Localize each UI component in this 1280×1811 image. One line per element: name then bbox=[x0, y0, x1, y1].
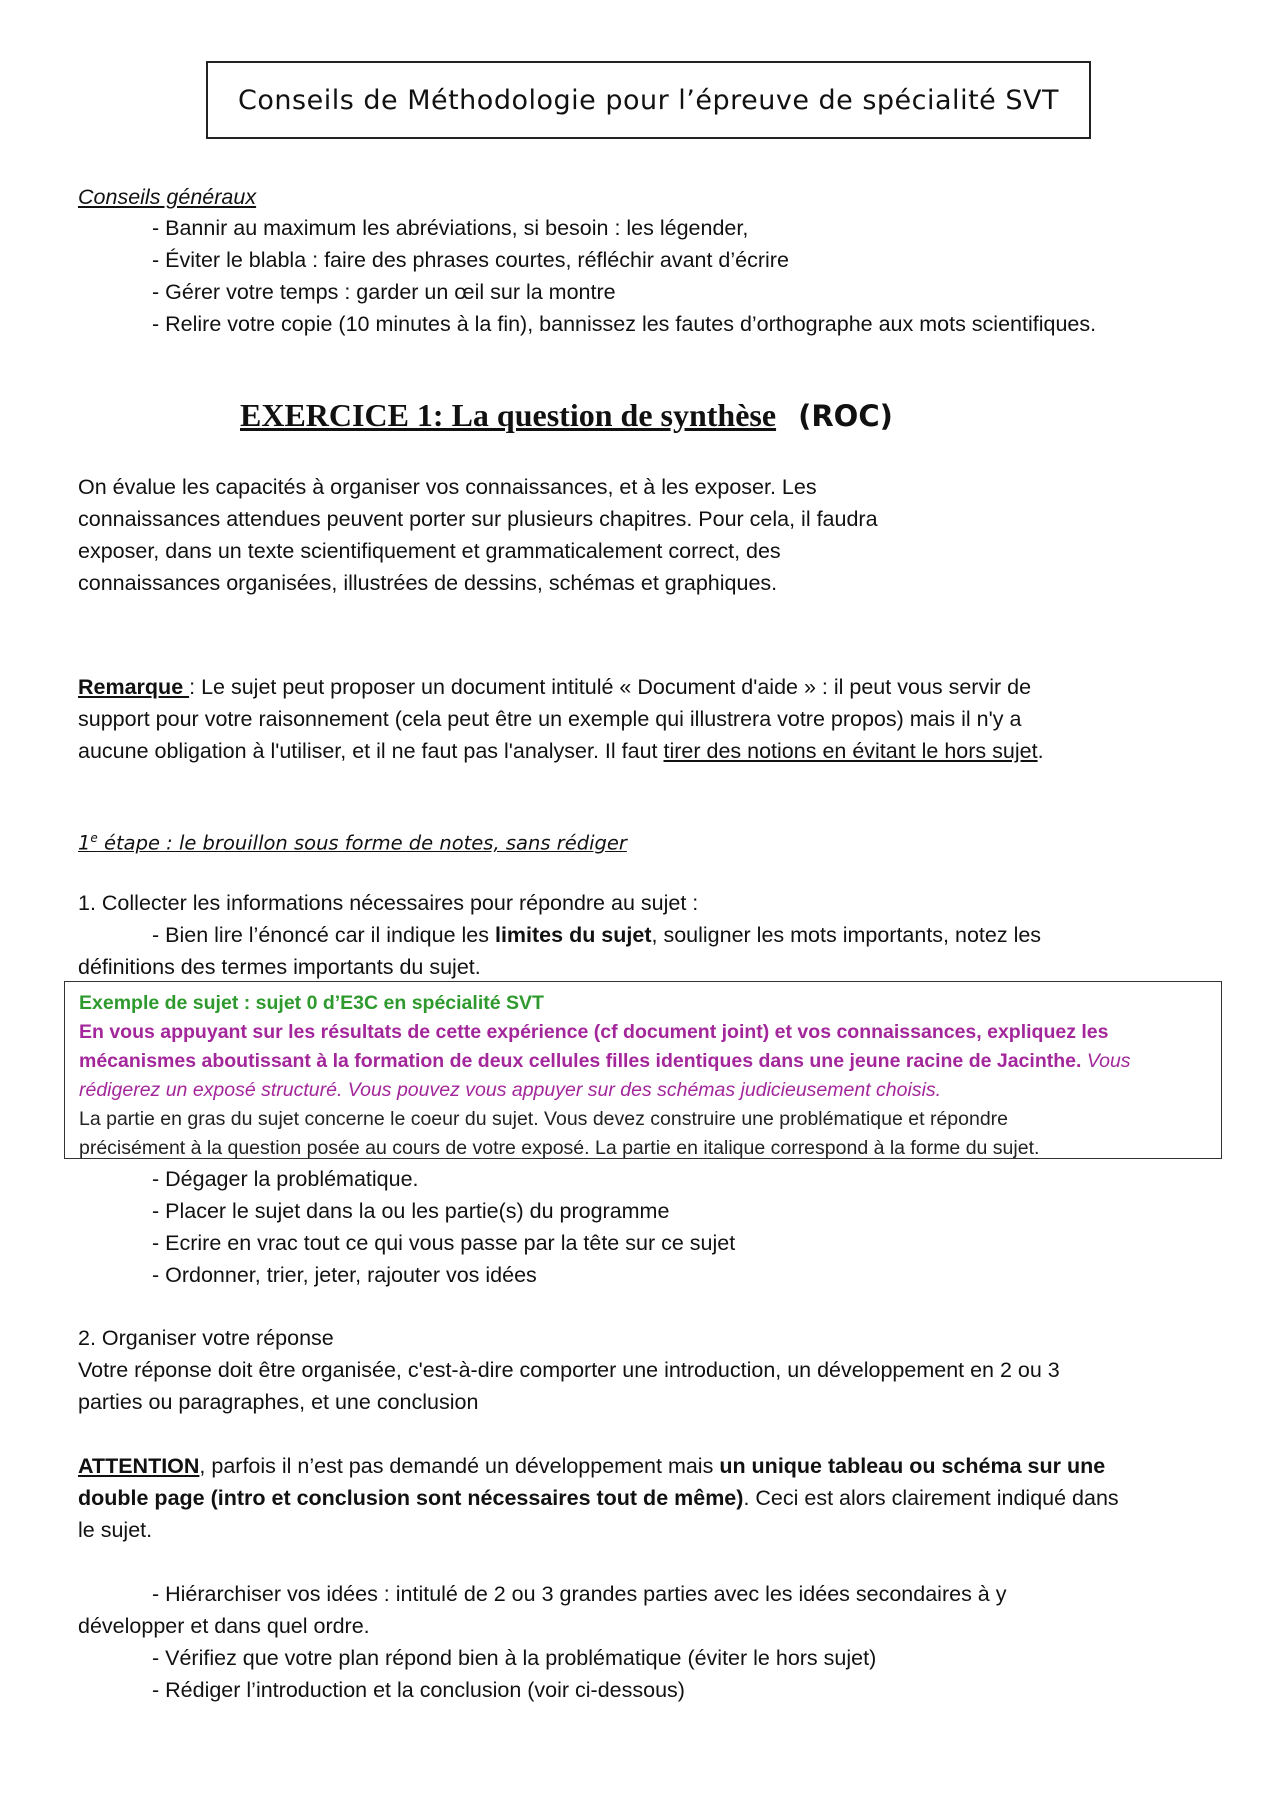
remark-underlined: tirer des notions en évitant le hors sujet bbox=[663, 739, 1038, 763]
attention-bold: un unique tableau ou schéma sur une bbox=[719, 1454, 1106, 1478]
step1-item-cont: définitions des termes importants du sujet. bbox=[78, 955, 481, 979]
attention-line: le sujet. bbox=[78, 1518, 153, 1542]
page-title: Conseils de Méthodologie pour l’épreuve de spécialité SVT bbox=[238, 84, 1059, 116]
step1-item-text: - Bien lire l’énoncé car il indique les bbox=[152, 923, 495, 947]
remark-text: : Le sujet peut proposer un document intitulé « Document d'aide » : il peut vous servir de bbox=[189, 675, 1032, 699]
step2-item-cont: développer et dans quel ordre. bbox=[78, 1614, 370, 1638]
step1-heading: 1. Collecter les informations nécessaires pour répondre au sujet : bbox=[78, 891, 699, 915]
example-italic-text: Vous bbox=[1081, 1050, 1131, 1072]
attention-text: , parfois il n’est pas demandé un développement mais bbox=[199, 1454, 720, 1478]
example-subject-box bbox=[64, 981, 1222, 1159]
step-number: 1 bbox=[78, 831, 91, 855]
title-box bbox=[206, 61, 1091, 139]
intro-line: exposer, dans un texte scientifiquement et grammaticalement correct, des bbox=[78, 539, 781, 563]
intro-line: On évalue les capacités à organiser vos connaissances, et à les exposer. Les bbox=[78, 475, 817, 499]
general-item: - Bannir au maximum les abréviations, si besoin : les légender, bbox=[152, 216, 749, 240]
step1-item-text: , souligner les mots importants, notez les bbox=[651, 923, 1042, 947]
step2-heading: 2. Organiser votre réponse bbox=[78, 1326, 334, 1350]
step1-item: - Ecrire en vrac tout ce qui vous passe par la tête sur ce sujet bbox=[152, 1231, 736, 1255]
step1-item: - Ordonner, trier, jeter, rajouter vos idées bbox=[152, 1263, 537, 1287]
intro-line: connaissances organisées, illustrées de dessins, schémas et graphiques. bbox=[78, 571, 778, 595]
example-heading: Exemple de sujet : sujet 0 d’E3C en spécialité SVT bbox=[79, 992, 544, 1014]
remark-line bbox=[78, 671, 1031, 703]
step2-text: Votre réponse doit être organisée, c'est-à-dire comporter une introduction, un développement en 2 ou 3 bbox=[78, 1358, 1060, 1382]
step1-item bbox=[152, 919, 1041, 951]
remark-line: support pour votre raisonnement (cela peut être un exemple qui illustrera votre propos) mais il n'y a bbox=[78, 707, 1022, 731]
general-heading: Conseils généraux bbox=[78, 185, 257, 209]
attention-text: . Ceci est alors clairement indiqué dans bbox=[743, 1486, 1119, 1510]
example-note-line: précisément à la question posée au cours de votre exposé. La partie en italique correspond à la forme du sujet. bbox=[79, 1137, 1040, 1159]
step2-item: - Hiérarchiser vos idées : intitulé de 2 ou 3 grandes parties avec les idées secondaires à y bbox=[152, 1582, 1007, 1606]
example-bold-text: mécanismes aboutissant à la formation de deux cellules filles identiques dans une jeune racine de Jacinthe. bbox=[79, 1050, 1082, 1072]
step2-item: - Rédiger l’introduction et la conclusion (voir ci-dessous) bbox=[152, 1678, 685, 1702]
attention-line bbox=[78, 1482, 1119, 1514]
remark-label: Remarque bbox=[78, 675, 190, 699]
remark-end: . bbox=[1037, 739, 1044, 763]
step1-item-bold: limites du sujet bbox=[494, 923, 652, 947]
attention-line bbox=[78, 1450, 1105, 1482]
step1-item: - Placer le sujet dans la ou les partie(s) du programme bbox=[152, 1199, 670, 1223]
example-mixed-line bbox=[79, 1047, 1221, 1076]
general-item: - Gérer votre temps : garder un œil sur la montre bbox=[152, 280, 616, 304]
exercise-title-text: EXERCICE 1: La question de synthèse bbox=[240, 397, 777, 433]
example-italic-line: rédigerez un exposé structuré. Vous pouvez vous appuyer sur des schémas judicieusement choisis. bbox=[79, 1079, 942, 1101]
step-sup: e bbox=[90, 831, 98, 845]
step-title: étape : le brouillon sous forme de notes, sans rédiger bbox=[97, 831, 627, 855]
example-note-line: La partie en gras du sujet concerne le coeur du sujet. Vous devez construire une problématique et répondre bbox=[79, 1108, 1009, 1130]
step2-item: - Vérifiez que votre plan répond bien à la problématique (éviter le hors sujet) bbox=[152, 1646, 877, 1670]
example-bold-line: En vous appuyant sur les résultats de cette expérience (cf document joint) et vos connaissances, expliquez les bbox=[79, 1021, 1109, 1043]
attention-label: ATTENTION bbox=[78, 1454, 200, 1478]
intro-line: connaissances attendues peuvent porter sur plusieurs chapitres. Pour cela, il faudra bbox=[78, 507, 878, 531]
remark-text: aucune obligation à l'utiliser, et il ne faut pas l'analyser. Il faut bbox=[78, 739, 664, 763]
general-item: - Relire votre copie (10 minutes à la fin), bannissez les fautes d’orthographe aux mots scientifiques. bbox=[152, 312, 1097, 336]
exercise-title bbox=[240, 397, 893, 434]
attention-bold: double page (intro et conclusion sont nécessaires tout de même) bbox=[78, 1486, 744, 1510]
step-heading bbox=[78, 822, 627, 860]
step2-text: parties ou paragraphes, et une conclusion bbox=[78, 1390, 479, 1414]
exercise-tag: (ROC) bbox=[798, 399, 893, 433]
remark-line bbox=[78, 735, 1044, 767]
step1-item: - Dégager la problématique. bbox=[152, 1167, 419, 1191]
general-item: - Éviter le blabla : faire des phrases courtes, réfléchir avant d’écrire bbox=[152, 248, 789, 272]
